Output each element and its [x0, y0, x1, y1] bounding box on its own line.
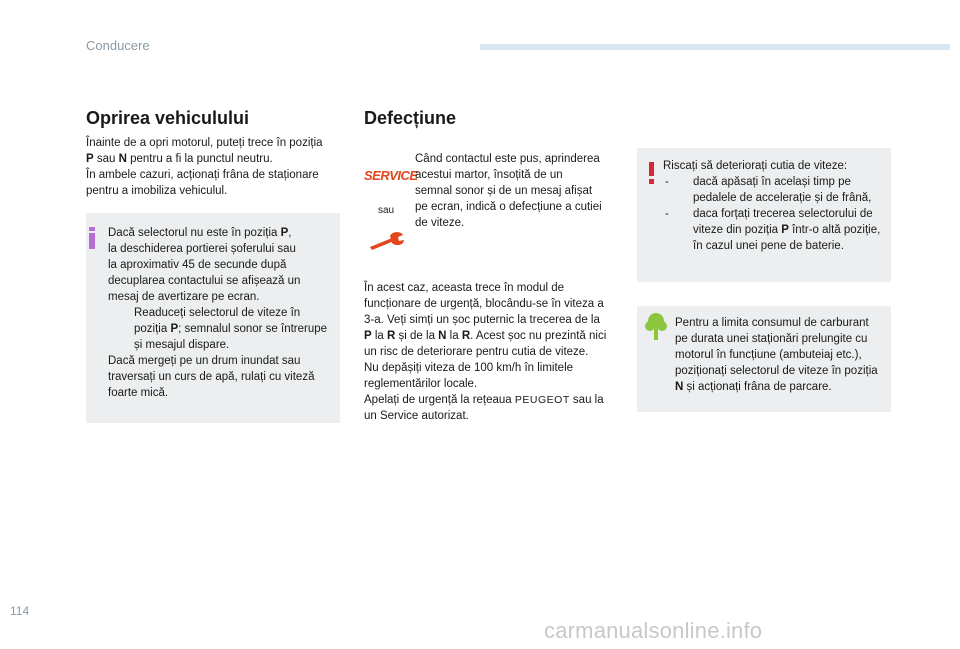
- eco-tree-icon: [645, 312, 667, 340]
- info-box: [86, 213, 340, 423]
- para-line: În acest caz, aceasta trece în modul de: [364, 282, 565, 294]
- desc-line: semnal sonor și de un mesaj afișat: [415, 185, 593, 197]
- page-number: 114: [10, 604, 30, 618]
- eco-text: [675, 315, 891, 395]
- section-header: Conducere: [86, 38, 150, 53]
- para-line: funcționare de urgență, blocându-se în viteza a: [364, 298, 604, 310]
- info-line: traversați un curs de apă, rulați cu viteză: [108, 371, 315, 383]
- info-line: și mesajul dispare.: [134, 339, 230, 351]
- warning-item: - daca forțați trecerea selectorului de viteze din poziția P într-o altă poziție, în cazul unei pene de baterie.: [665, 208, 881, 252]
- warning-line: dacă apăsați în același timp pe: [693, 176, 851, 188]
- para-line: 3-a. Veți simți un șoc puternic la trecerea de la: [364, 314, 600, 326]
- or-label: sau: [378, 205, 395, 216]
- info-line: foarte mică.: [108, 387, 169, 399]
- eco-box: [637, 306, 891, 412]
- service-warning-icon: SERVICE: [364, 168, 418, 183]
- intro-line: pentru a imobiliza vehiculul.: [86, 185, 228, 197]
- warning-line: în cazul unei pene de baterie.: [693, 240, 844, 252]
- warning-lead: Riscați să deteriorați cutia de viteze:: [663, 160, 848, 172]
- info-line: Dacă mergeți pe un drum inundat sau: [108, 355, 301, 367]
- header-bar: [480, 44, 950, 50]
- info-line: mesaj de avertizare pe ecran.: [108, 291, 260, 303]
- warning-line: daca forțați trecerea selectorului de: [693, 208, 873, 220]
- eco-line: Pentru a limita consumul de carburant: [675, 317, 869, 329]
- warning-line: pedalele de accelerație și de frână,: [693, 192, 872, 204]
- info-text: [108, 225, 340, 401]
- stopping-intro: [86, 135, 346, 199]
- eco-line: motorul în funcțiune (ambuteiaj etc.),: [675, 349, 862, 361]
- para-line: Nu depășiți viteza de 100 km/h în limitele: [364, 362, 574, 374]
- eco-line: poziționați selectorul de viteze în poziția: [675, 365, 878, 377]
- info-icon: [86, 227, 98, 249]
- warning-box: [637, 148, 891, 282]
- fault-paragraph: [364, 280, 626, 424]
- info-line: Dacă selectorul nu este în poziția P,: [108, 227, 292, 239]
- dash-bullet: -: [665, 176, 669, 188]
- desc-line: pe ecran, indică o defecțiune a cutiei: [415, 201, 602, 213]
- dash-bullet: -: [665, 208, 669, 220]
- intro-line: Înainte de a opri motorul, puteți trece în poziția: [86, 137, 323, 149]
- warning-item: [663, 174, 891, 206]
- wrench-icon: [368, 232, 408, 250]
- info-line: la deschiderea portierei șoferului sau: [108, 243, 296, 255]
- eco-line: N și acționați frâna de parcare.: [675, 381, 832, 393]
- para-line: un risc de deteriorare pentru cutia de viteze.: [364, 346, 589, 358]
- para-line: reglementărilor locale.: [364, 378, 478, 390]
- warning-text: [663, 158, 891, 254]
- watermark: carmanualsonline.info: [544, 618, 763, 643]
- info-line: Readuceți selectorul de viteze în: [134, 307, 301, 319]
- intro-line: P sau N pentru a fi la punctul neutru.: [86, 153, 273, 165]
- para-line: un Service autorizat.: [364, 410, 469, 422]
- info-line: la aproximativ 45 de secunde după: [108, 259, 287, 271]
- desc-line: de viteze.: [415, 217, 465, 229]
- fault-description: [415, 151, 620, 231]
- para-line: Apelați de urgență la rețeaua PEUGEOT sau la: [364, 394, 604, 406]
- desc-line: Când contactul este pus, aprinderea: [415, 153, 600, 165]
- info-line: decuplarea contactului se afișează un: [108, 275, 301, 287]
- info-bullet: Readuceți selectorul de viteze în poziția P; semnalul sonor se întrerupe și mesajul dispare.: [134, 307, 328, 351]
- intro-line: În ambele cazuri, acționați frâna de staționare: [86, 169, 319, 181]
- stopping-title: Oprirea vehiculului: [86, 108, 250, 128]
- eco-line: pe durata unei staționări prelungite cu: [675, 333, 868, 345]
- para-line: P la R și de la N la R. Acest șoc nu prezintă nici: [364, 330, 607, 342]
- fault-title: Defecțiune: [364, 108, 457, 128]
- warning-icon: [648, 162, 656, 184]
- desc-line: acestui martor, însoțită de un: [415, 169, 563, 181]
